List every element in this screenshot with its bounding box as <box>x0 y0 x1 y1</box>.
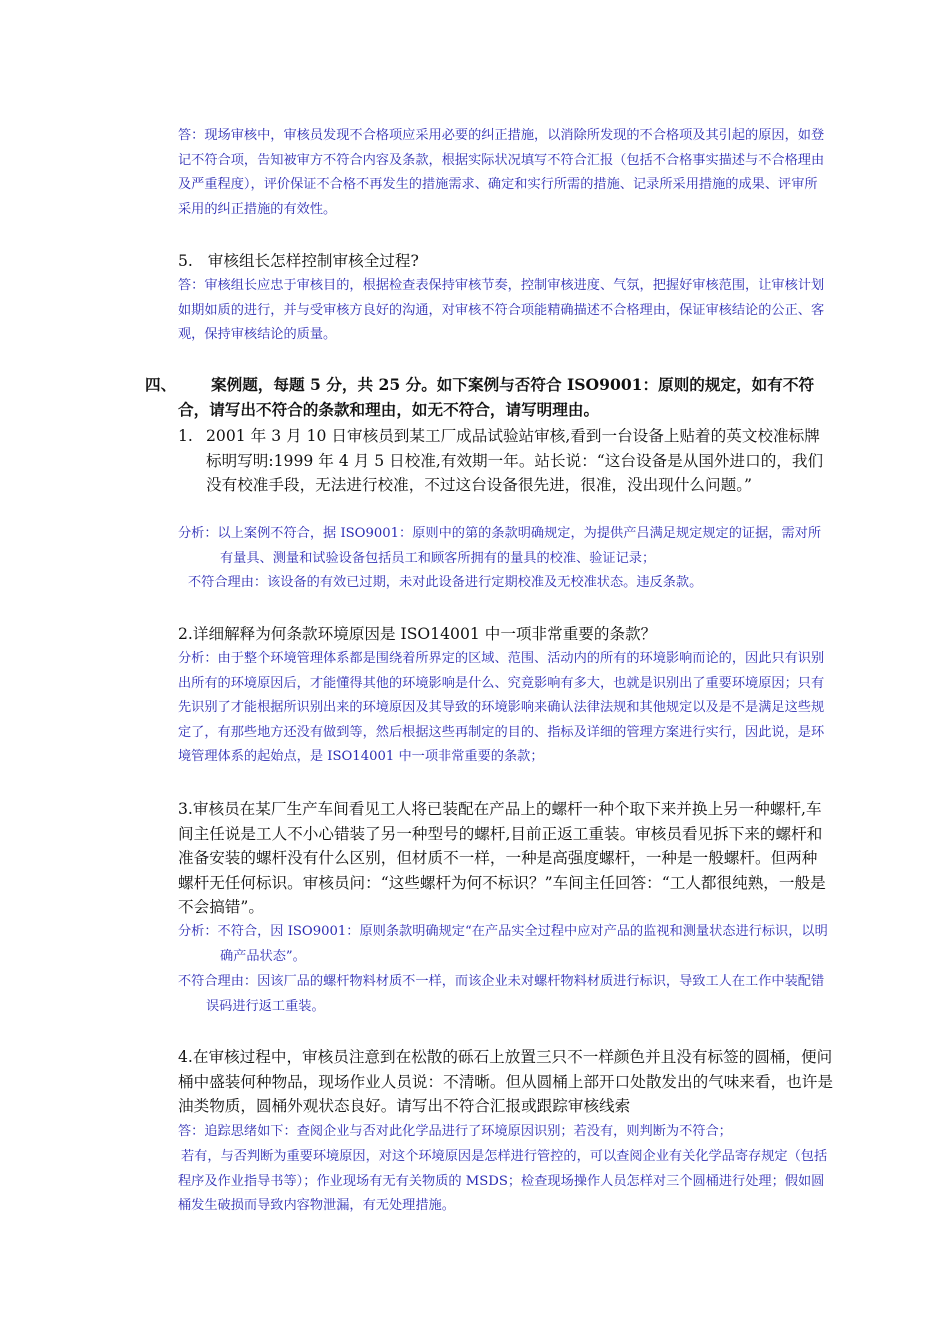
section-four-title: 案例题，每题 5 分，共 25 分。如下案例与否符合 ISO9001：原则的规定，如有不符合，请写出不符合的条款和理由，如无不符合，请写明理由。 <box>178 375 815 419</box>
case-3-reason: 不符合理由：因该厂品的螺杆物料材质不一样，而该企业未对螺杆物料材质进行标识，导致工人在工作中装配错误码进行返工重装。 <box>178 974 825 1014</box>
case-1-question: 2001 年 3 月 10 日审核员到某工厂成品试验站审核,看到一台设备上贴着的英文校准标牌标明写明:1999 年 4 月 5 日校准,有效期一年。站长说：“这台设备是从国外进口的，我们没有校准手段，无法进行校准，不过这台设备很先进，很准，没出现什么问题。” <box>206 427 824 494</box>
case-1-number: 1. <box>178 427 193 445</box>
case-2-question: 2.详细解释为何条款环境原因是 ISO14001 中一项非常重要的条款？ <box>178 625 657 643</box>
case-1 <box>178 424 834 498</box>
section-four-number: 四、 <box>145 375 177 394</box>
case-4-question: 4.在审核过程中，审核员注意到在松散的砾石上放置三只不一样颜色并且没有标签的圆桶，便问桶中盛装何种物品，现场作业人员说：不清晰。但从圆桶上部开口处散发出的气味来看，也许是油类物质，圆桶外观状态良好。请写出不符合汇报或跟踪审核线索 <box>178 1048 833 1115</box>
case-2-analysis: 分析：由于整个环境管理体系都是围绕着所界定的区域、范围、活动内的所有的环境影响而论的，因此只有识别出所有的环境原因后，才能懂得其他的环境影响是什么、究竟影响有多大，也就是识别出了重要环境原因；只有先识别了才能根据所识别出来的环境原因及其导致的环境影响来确认法律法规和其他规定以及是不是满足这些规定了，有那些地方还没有做到等，然后根据这些再制定的目的、指标及详细的管理方案进行实行，因此说，是环境管理体系的起始点，是 ISO14001 中一项非常重要的条款； <box>178 651 825 765</box>
case-1-analysis: 分析：以上案例不符合，据 ISO9001：原则中的第的条款明确规定，为提供产吕满足规定规定的证据，需对所有量具、测量和试验设备包括员工和顾客所拥有的量具的校准、验证记录； <box>178 526 822 566</box>
previous-answer: 答：现场审核中，审核员发现不合格项应采用必要的纠正措施，以消除所发现的不合格项及其引起的原因，如登记不符合项，告知被审方不符合内容及条款，根据实际状况填写不符合汇报（包括不合格事实描述与不合格理由及严重程度），评价保证不合格不再发生的措施需求、确定和实行所需的措施、记录所采用措施的成果、评审所采用的纠正措施的有效性。 <box>178 128 825 217</box>
section-four <box>145 373 835 422</box>
case-3-analysis: 分析：不符合，因 ISO9001：原则条款明确规定“在产品实全过程中应对产品的监视和测量状态进行标识，以明确产品状态”。 <box>178 924 828 964</box>
question-5-answer: 答：审核组长应忠于审核目的，根据检查表保持审核节奏，控制审核进度、气氛，把握好审核范围，让审核计划如期如质的进行，并与受审核方良好的沟通，对审核不符合项能精确描述不合格理由，保证审核结论的公正、客观，保持审核结论的质量。 <box>178 278 825 343</box>
case-4-answer-line-1: 答：追踪思绪如下：查阅企业与否对此化学品进行了环境原因识别；若没有，则判断为不符合； <box>178 1124 732 1139</box>
question-5-text: 审核组长怎样控制审核全过程? <box>207 252 419 270</box>
question-5 <box>178 249 830 274</box>
case-3-question: 3.审核员在某厂生产车间看见工人将已装配在产品上的螺杆一种个取下来并换上另一种螺杆,车间主任说是工人不小心错装了另一种型号的螺杆,目前正返工重装。审核员看见拆下来的螺杆和准备安装的螺杆没有什么区别，但材质不一样，一种是高强度螺杆，一种是一般螺杆。但两种螺杆无任何标识。审核员问：“这些螺杆为何不标识？”车间主任回答：“工人都很纯熟，一般是不会搞错”。 <box>178 800 826 916</box>
case-4-answer-line-2: 若有，与否判断为重要环境原因，对这个环境原因是怎样进行管控的，可以查阅企业有关化学品寄存规定（包括程序及作业指导书等）；作业现场有无有关物质的 MSDS；检查现场操作人员怎样对三个圆桶进行处理；假如圆桶发生破损而导致内容物泄漏，有无处理措施。 <box>178 1149 828 1214</box>
case-1-reason: 不符合理由：该设备的有效已过期，未对此设备进行定期校准及无校准状态。违反条款。 <box>188 575 703 590</box>
question-5-number: 5. <box>178 252 193 270</box>
